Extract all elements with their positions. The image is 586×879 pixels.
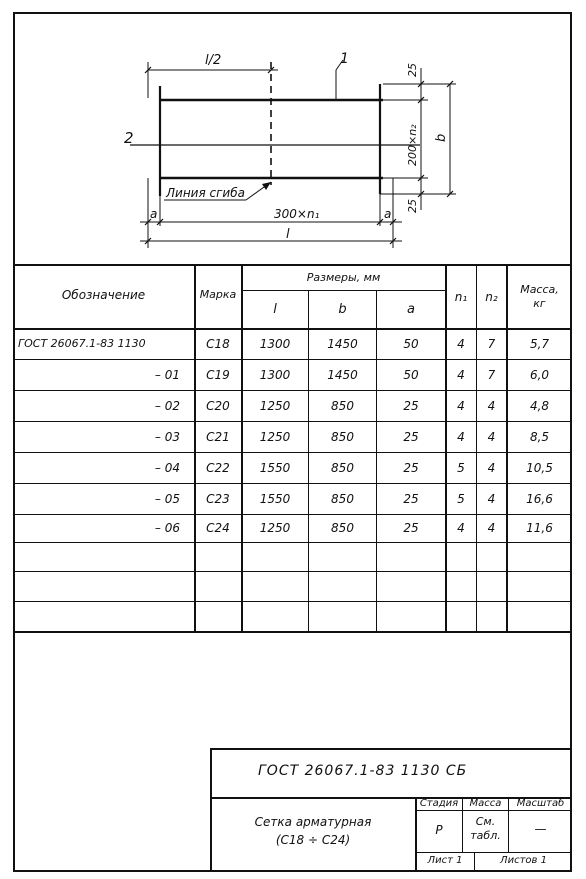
header-designation: Обозначение xyxy=(61,288,146,302)
cell-n1: 4 xyxy=(457,430,465,444)
callout-2: 2 xyxy=(124,129,134,147)
cell-a: 25 xyxy=(403,399,419,413)
dim-a-right: a xyxy=(384,207,392,221)
cell-n1: 5 xyxy=(457,461,465,475)
cell-l: 1250 xyxy=(259,521,291,535)
cell-designation: – 04 xyxy=(154,461,180,475)
stage-value: Р xyxy=(435,823,443,837)
header-a: a xyxy=(407,302,415,317)
cell-a: 25 xyxy=(403,492,419,506)
cell-l: 1550 xyxy=(259,492,291,506)
header-n2: n₂ xyxy=(485,290,498,304)
cell-designation: – 03 xyxy=(154,430,180,444)
cell-l: 1300 xyxy=(259,337,291,351)
name-line1: Сетка арматурная xyxy=(254,815,372,829)
mass-value-line1: См. xyxy=(475,815,496,828)
cell-n2: 4 xyxy=(487,430,496,444)
cell-n2: 4 xyxy=(487,492,496,506)
cell-a: 50 xyxy=(403,337,419,351)
sheets-label: Листов 1 xyxy=(500,855,547,866)
name-line2: (С18 ÷ С24) xyxy=(275,833,351,847)
mass-value-line2: табл. xyxy=(470,829,501,842)
dim-a-left: a xyxy=(150,207,158,221)
cell-mass: 10,5 xyxy=(526,461,553,475)
cell-b: 850 xyxy=(331,521,354,535)
dim-half-l: l/2 xyxy=(205,53,222,68)
cell-n1: 4 xyxy=(457,368,465,382)
cell-n1: 4 xyxy=(457,399,465,413)
cell-mark: С24 xyxy=(206,521,230,535)
cell-b: 850 xyxy=(331,461,354,475)
cell-a: 25 xyxy=(403,461,419,475)
cell-designation: ГОСТ 26067.1-83 1130 xyxy=(18,337,146,350)
cell-mark: С21 xyxy=(206,430,230,444)
cell-designation: – 05 xyxy=(154,492,180,506)
dim-b: b xyxy=(434,133,449,142)
mesh-drawing xyxy=(0,0,586,265)
header-mass: Масса, xyxy=(520,283,559,296)
header-b: b xyxy=(338,302,347,317)
cell-n2: 7 xyxy=(487,368,496,382)
bend-line-label: Линия сгиба xyxy=(166,186,245,200)
cell-mass: 4,8 xyxy=(529,399,550,413)
cell-n1: 5 xyxy=(457,492,465,506)
cell-mass: 6,0 xyxy=(529,368,550,382)
cell-mass: 16,6 xyxy=(526,492,553,506)
cell-n1: 4 xyxy=(457,521,465,535)
cell-n2: 4 xyxy=(487,461,496,475)
cell-l: 1250 xyxy=(259,430,291,444)
cell-a: 25 xyxy=(403,521,419,535)
cell-n1: 4 xyxy=(457,337,465,351)
cell-b: 1450 xyxy=(327,337,358,351)
dim-25-bottom: 25 xyxy=(406,199,419,213)
scale-label: Масштаб xyxy=(516,798,565,809)
dim-200n2: 200×n₂ xyxy=(406,124,419,166)
cell-l: 1250 xyxy=(259,399,291,413)
cell-designation: – 06 xyxy=(154,521,180,535)
header-n1: n₁ xyxy=(454,290,468,304)
cell-designation: – 01 xyxy=(154,368,180,382)
cell-n2: 4 xyxy=(487,399,496,413)
cell-designation: – 02 xyxy=(154,399,180,413)
cell-b: 1450 xyxy=(327,368,358,382)
cell-mass: 11,6 xyxy=(526,521,553,535)
cell-mark: С23 xyxy=(206,492,230,506)
header-dimensions: Размеры, мм xyxy=(306,271,381,284)
cell-mark: С20 xyxy=(206,399,230,413)
dim-25-top: 25 xyxy=(406,63,419,77)
cell-l: 1550 xyxy=(259,461,291,475)
cell-n2: 4 xyxy=(487,521,496,535)
cell-mark: С18 xyxy=(206,337,230,351)
cell-mass: 8,5 xyxy=(529,430,550,444)
mass-label: Масса xyxy=(469,798,502,809)
cell-b: 850 xyxy=(331,399,354,413)
header-mass-unit: кг xyxy=(533,297,546,310)
cell-n2: 7 xyxy=(487,337,496,351)
dim-l: l xyxy=(286,227,290,242)
doc-number: ГОСТ 26067.1-83 1130 СБ xyxy=(258,763,468,779)
dim-300n1: 300×n₁ xyxy=(274,207,320,221)
header-l: l xyxy=(273,302,277,317)
cell-l: 1300 xyxy=(259,368,291,382)
callout-1: 1 xyxy=(340,51,349,67)
cell-mark: С19 xyxy=(206,368,230,382)
scale-value: — xyxy=(534,822,547,836)
cell-b: 850 xyxy=(331,492,354,506)
cell-a: 25 xyxy=(403,430,419,444)
sheet-label: Лист 1 xyxy=(427,855,463,866)
cell-mass: 5,7 xyxy=(529,337,550,351)
header-mark: Марка xyxy=(199,288,237,301)
cell-a: 50 xyxy=(403,368,419,382)
cell-mark: С22 xyxy=(206,461,230,475)
stage-label: Стадия xyxy=(419,798,459,809)
cell-b: 850 xyxy=(331,430,354,444)
